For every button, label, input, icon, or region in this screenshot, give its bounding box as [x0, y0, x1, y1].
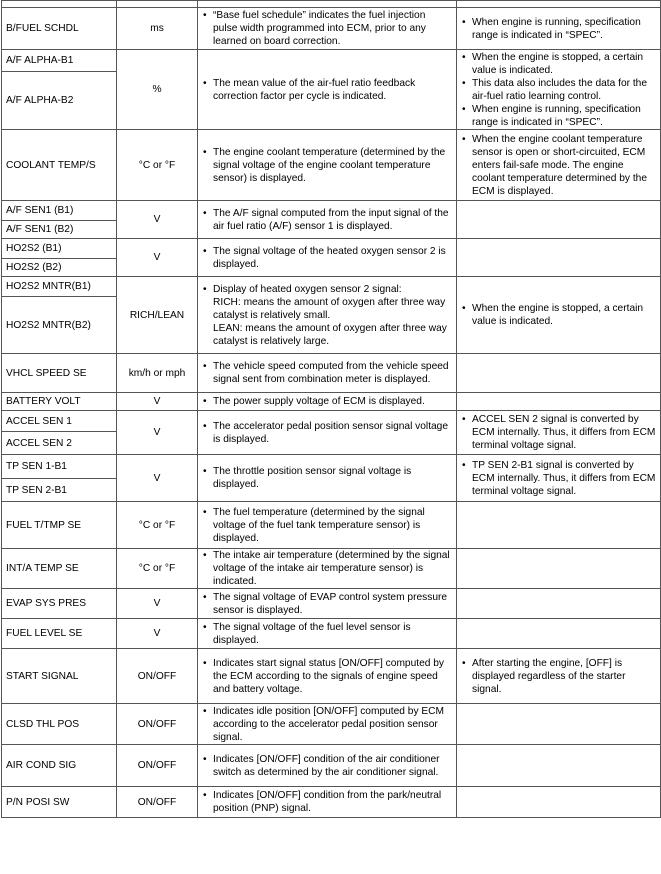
monitor-item-name: A/F SEN1 (B1)	[2, 201, 117, 221]
remark-point: • When engine is running, specification range is indicated in “SPEC”.	[461, 16, 656, 42]
monitor-item-name: VHCL SPEED SE	[2, 354, 117, 393]
table-row	[2, 704, 661, 745]
table-row	[2, 50, 661, 72]
remarks-cell	[457, 787, 661, 818]
table-row	[2, 1, 661, 8]
condition-cell	[198, 619, 457, 649]
condition-cell	[198, 455, 457, 502]
table-row	[2, 549, 661, 589]
unit-cell: ms	[117, 8, 198, 50]
remarks-cell	[457, 549, 661, 589]
condition-point: • Indicates [ON/OFF] condition of the air conditioner switch as determined by the air conditioner signal.	[202, 753, 452, 779]
table-row	[2, 201, 661, 221]
condition-cell	[198, 1, 457, 8]
monitor-item-name: ACCEL SEN 2	[2, 432, 117, 455]
table-row	[2, 502, 661, 549]
monitor-item-name: P/N POSI SW	[2, 787, 117, 818]
remarks-cell	[457, 589, 661, 619]
condition-point: • Indicates [ON/OFF] condition from the park/neutral position (PNP) signal.	[202, 789, 452, 815]
monitor-item-name: ACCEL SEN 1	[2, 411, 117, 432]
remark-point: • This data also includes the data for the air-fuel ratio learning control.	[461, 77, 656, 103]
table-row	[2, 130, 661, 201]
condition-cell	[198, 201, 457, 239]
table-row	[2, 239, 661, 259]
table-row	[2, 787, 661, 818]
condition-cell	[198, 745, 457, 787]
monitor-item-name: HO2S2 MNTR(B1)	[2, 277, 117, 297]
table-row	[2, 745, 661, 787]
monitor-item-name: A/F ALPHA-B1	[2, 50, 117, 72]
remarks-cell	[457, 130, 661, 201]
condition-point: • The signal voltage of the heated oxygen sensor 2 is displayed.	[202, 245, 452, 271]
unit-cell: ON/OFF	[117, 745, 198, 787]
condition-point: • The throttle position sensor signal voltage is displayed.	[202, 465, 452, 491]
monitor-item-name: HO2S2 (B2)	[2, 259, 117, 277]
monitor-item-table	[1, 0, 661, 818]
monitor-item-name: AIR COND SIG	[2, 745, 117, 787]
monitor-item-name: EVAP SYS PRES	[2, 589, 117, 619]
table-row	[2, 589, 661, 619]
condition-cell	[198, 239, 457, 277]
condition-point: • The accelerator pedal position sensor signal voltage is displayed.	[202, 420, 452, 446]
unit-cell	[117, 1, 198, 8]
condition-point: • The signal voltage of the fuel level sensor is displayed.	[202, 621, 452, 647]
monitor-item-name: HO2S2 MNTR(B2)	[2, 297, 117, 354]
unit-cell: V	[117, 411, 198, 455]
unit-cell: ON/OFF	[117, 787, 198, 818]
remark-point: • After starting the engine, [OFF] is displayed regardless of the starter signal.	[461, 657, 656, 696]
condition-point: • The signal voltage of EVAP control system pressure sensor is displayed.	[202, 591, 452, 617]
remarks-cell	[457, 354, 661, 393]
monitor-item-name: BATTERY VOLT	[2, 393, 117, 411]
remarks-cell	[457, 649, 661, 704]
remark-point: • When engine is running, specification range is indicated in “SPEC”.	[461, 103, 656, 129]
remarks-cell	[457, 502, 661, 549]
unit-cell: V	[117, 239, 198, 277]
condition-point: • “Base fuel schedule” indicates the fuel injection pulse width programmed into ECM, prior to any learned on board correction.	[202, 9, 452, 48]
condition-cell	[198, 277, 457, 354]
condition-cell	[198, 549, 457, 589]
table-row	[2, 277, 661, 297]
remark-point: • When the engine is stopped, a certain value is indicated.	[461, 51, 656, 77]
remarks-cell	[457, 455, 661, 502]
monitor-item-name: CLSD THL POS	[2, 704, 117, 745]
unit-cell: V	[117, 619, 198, 649]
remark-point: • When the engine coolant temperature sensor is open or short-circuited, ECM enters fail-safe mode. The engine coolant temperature determined by the ECM is displayed.	[461, 133, 656, 198]
condition-cell	[198, 411, 457, 455]
monitor-item-name: B/FUEL SCHDL	[2, 8, 117, 50]
table-row	[2, 619, 661, 649]
monitor-item-name: HO2S2 (B1)	[2, 239, 117, 259]
monitor-item-name: FUEL LEVEL SE	[2, 619, 117, 649]
unit-cell: °C or °F	[117, 502, 198, 549]
condition-point: • The mean value of the air-fuel ratio feedback correction factor per cycle is indicated.	[202, 77, 452, 103]
condition-cell	[198, 354, 457, 393]
condition-point: • Display of heated oxygen sensor 2 signal:	[202, 283, 452, 296]
remarks-cell	[457, 277, 661, 354]
condition-cell	[198, 8, 457, 50]
condition-cell	[198, 50, 457, 130]
unit-cell: V	[117, 589, 198, 619]
remarks-cell	[457, 239, 661, 277]
remarks-cell	[457, 8, 661, 50]
unit-cell: °C or °F	[117, 549, 198, 589]
condition-point: • Indicates start signal status [ON/OFF] computed by the ECM according to the signals of engine speed and battery voltage.	[202, 657, 452, 696]
remarks-cell	[457, 1, 661, 8]
remarks-cell	[457, 704, 661, 745]
unit-cell: RICH/LEAN	[117, 277, 198, 354]
condition-point: • The A/F signal computed from the input signal of the air fuel ratio (A/F) sensor 1 is displayed.	[202, 207, 452, 233]
condition-point: RICH: means the amount of oxygen after three way catalyst is relatively small.	[213, 296, 446, 321]
condition-point: • The engine coolant temperature (determined by the signal voltage of the engine coolant temperature sensor) is displayed.	[202, 146, 452, 185]
monitor-item-name: A/F ALPHA-B2	[2, 72, 117, 130]
remark-point: • TP SEN 2-B1 signal is converted by ECM internally. Thus, it differs from ECM terminal voltage signal.	[461, 459, 656, 498]
remarks-cell	[457, 411, 661, 455]
monitor-item-name: A/F SEN1 (B2)	[2, 221, 117, 239]
remarks-cell	[457, 50, 661, 130]
monitor-item-name: COOLANT TEMP/S	[2, 130, 117, 201]
condition-cell	[198, 502, 457, 549]
table-row	[2, 649, 661, 704]
condition-point: • The intake air temperature (determined by the signal voltage of the intake air temperature sensor) is indicated.	[202, 549, 452, 588]
unit-cell: km/h or mph	[117, 354, 198, 393]
unit-cell: V	[117, 393, 198, 411]
remarks-cell	[457, 619, 661, 649]
condition-cell	[198, 704, 457, 745]
condition-cell	[198, 649, 457, 704]
table-row	[2, 8, 661, 50]
remark-point: • When the engine is stopped, a certain value is indicated.	[461, 302, 656, 328]
unit-cell: °C or °F	[117, 130, 198, 201]
condition-cell	[198, 393, 457, 411]
condition-cell	[198, 787, 457, 818]
unit-cell: V	[117, 455, 198, 502]
unit-cell: ON/OFF	[117, 704, 198, 745]
condition-point: • The power supply voltage of ECM is displayed.	[202, 395, 452, 408]
monitor-item-name: START SIGNAL	[2, 649, 117, 704]
condition-point: • Indicates idle position [ON/OFF] computed by ECM according to the accelerator pedal position sensor signal.	[202, 705, 452, 744]
remarks-cell	[457, 201, 661, 239]
remarks-cell	[457, 393, 661, 411]
monitor-item-name: TP SEN 2-B1	[2, 479, 117, 502]
monitor-item-name	[2, 1, 117, 8]
table-row	[2, 455, 661, 479]
monitor-item-name: FUEL T/TMP SE	[2, 502, 117, 549]
unit-cell: V	[117, 201, 198, 239]
unit-cell: %	[117, 50, 198, 130]
unit-cell: ON/OFF	[117, 649, 198, 704]
monitor-item-name: INT/A TEMP SE	[2, 549, 117, 589]
remarks-cell	[457, 745, 661, 787]
condition-cell	[198, 130, 457, 201]
condition-cell	[198, 589, 457, 619]
table-row	[2, 411, 661, 432]
condition-point: • The fuel temperature (determined by the signal voltage of the fuel tank temperature sensor) is displayed.	[202, 506, 452, 545]
condition-point: • The vehicle speed computed from the vehicle speed signal sent from combination meter is displayed.	[202, 360, 452, 386]
condition-point: LEAN: means the amount of oxygen after three way catalyst is relatively large.	[213, 322, 447, 347]
table-row	[2, 354, 661, 393]
remark-point: • ACCEL SEN 2 signal is converted by ECM internally. Thus, it differs from ECM terminal voltage signal.	[461, 413, 656, 452]
monitor-item-name: TP SEN 1-B1	[2, 455, 117, 479]
table-row	[2, 393, 661, 411]
